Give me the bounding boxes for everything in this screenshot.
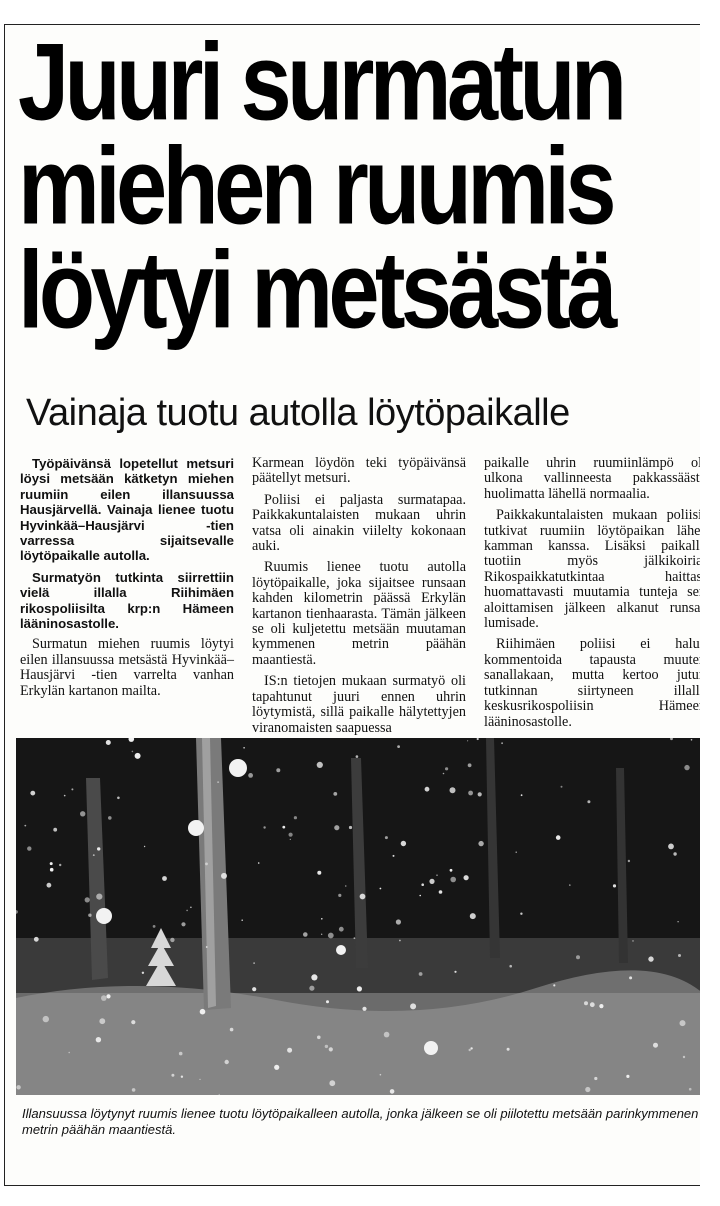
body-paragraph: Poliisi ei paljasta surmatapaa. Paikkakuntalaisten mukaan uhrin vatsa oli ainakin viilelty kokonaan auki. (252, 491, 466, 555)
forest-photo (16, 738, 706, 1095)
article-column-2 (252, 456, 466, 742)
body-paragraph: Surmatun miehen ruumis löytyi eilen illansuussa metsästä Hyvinkää–Hausjärvi -tien varrelta vanhan Erkylän kartanon mailta. (20, 636, 234, 699)
body-paragraph: Ruumis lienee tuotu autolla löytöpaikalle, joka sijaitsee runsaan kahden kilometrin päässä Erkylän kartanon tienhaarasta. Tämän jälkeen se oli kuljetettu metsään muutaman kymmenen metrin päähän maantiestä. (252, 559, 466, 668)
lead-paragraph-1: Työpäivänsä lopetellut metsuri löysi metsään kätketyn miehen ruumiin eilen illansuussa Hausjärvellä. Vainaja lienee tuotu Hyvinkää–Hausjärvi -tien varressa sijaitsevalle löytöpaikalle autolla. (20, 456, 234, 564)
torn-edge (700, 0, 720, 1206)
headline (18, 20, 623, 352)
subheadline: Vainaja tuotu autolla löytöpaikalle (26, 392, 570, 434)
body-paragraph: Paikkakuntalaisten mukaan poliisit tutkivat ruumiin löytöpaikan lähes kamman kanssa. Lisäksi paikalle tuotiin myös jälkikoiria. Rikospaikkatutkintaa haittasi huomattavasti muutamia tunteja sen aloittamisen jälkeen alkanut runsas lumisade. (484, 507, 706, 632)
body-paragraph: paikalle uhrin ruumiinlämpö oli ulkona vallinneesta pakkassäästä huolimatta lähellä normaalia. (484, 455, 706, 502)
body-paragraph: IS:n tietojen mukaan surmatyö oli tapahtunut juuri ennen uhrin löytymistä, sillä paikalle hälytettyjen viranomaisten saapuessa (252, 673, 466, 736)
body-paragraph: Riihimäen poliisi ei halua kommentoida tapausta muuten sanallakaan, mutta kertoo jutun tutkinnan siirtyneen illalla keskusrikospoliisin Hämeen lääninosastolle. (484, 636, 706, 730)
headline-line-1: Juuri surmatun (18, 20, 623, 144)
article-column-3 (484, 456, 706, 736)
article-column-1 (20, 456, 234, 705)
forest-photo-image (16, 738, 706, 1095)
article-body (20, 456, 710, 756)
photo-caption: Illansuussa löytynyt ruumis lienee tuotu löytöpaikalleen autolla, jonka jälkeen se oli piilotettu metsään parinkymmenen metrin päähän maantiestä. (22, 1106, 699, 1137)
lead-paragraph-2: Surmatyön tutkinta siirrettiin vielä illalla Riihimäen rikospoliisilta krp:n Hämeen lääninosastolle. (20, 569, 234, 632)
headline-line-3: löytyi metsästä (18, 229, 613, 352)
headline-line-2: miehen ruumis (18, 124, 612, 248)
body-paragraph: Karmean löydön teki työpäivänsä päätellyt metsuri. (252, 455, 466, 487)
